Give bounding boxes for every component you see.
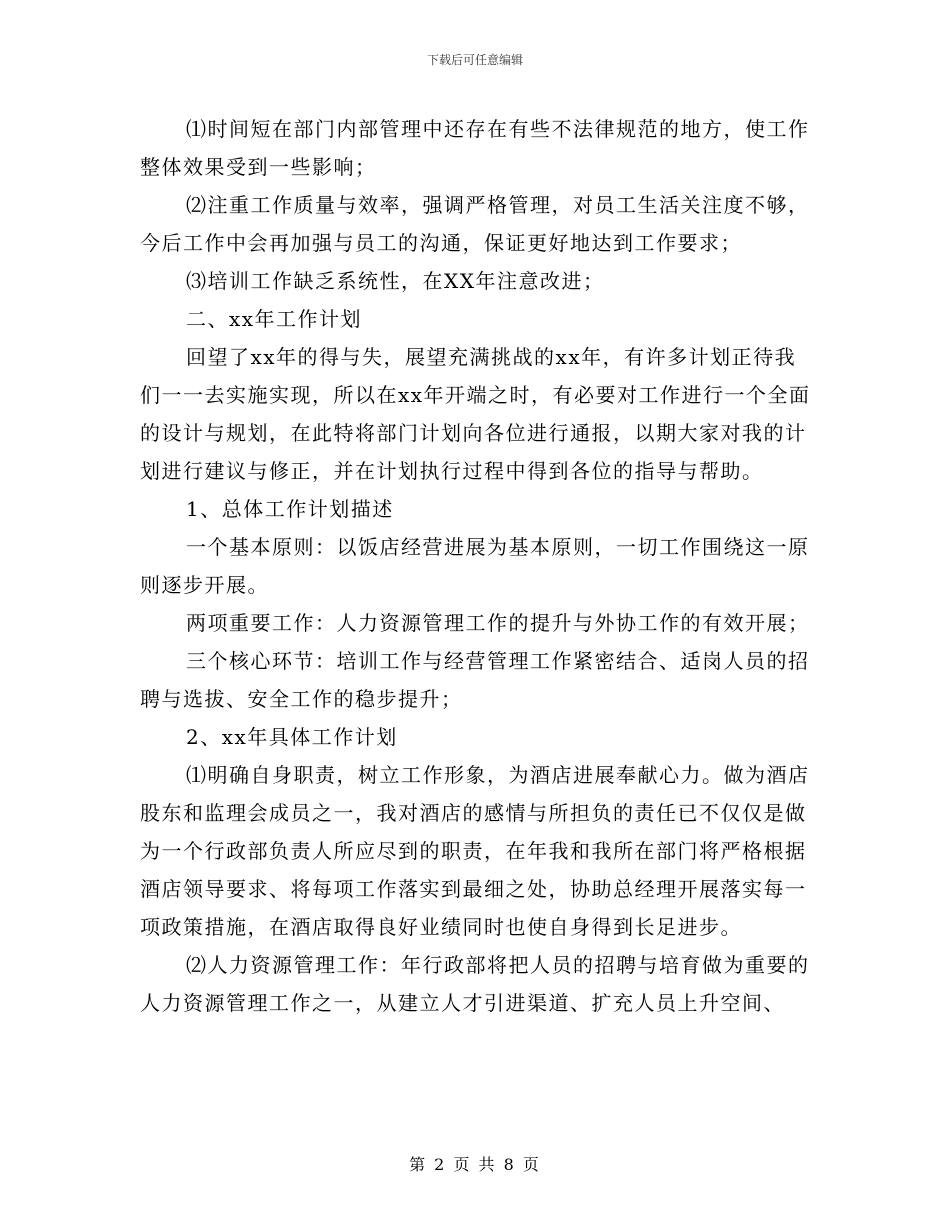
page-footer: 第 2 页 共 8 页 <box>409 1155 541 1174</box>
paragraph-two-tasks: 两项重要工作：人力资源管理工作的提升与外协工作的有效开展； <box>186 611 810 635</box>
document-body <box>140 110 816 1022</box>
paragraph-2: ⑵注重工作质量与效率，强调严格管理，对员工生活关注度不够，今后工作中会再加强与员工的沟通，保证更好地达到工作要求； <box>140 193 810 255</box>
paragraph-duties: ⑴明确自身职责，树立工作形象，为酒店进展奉献心力。做为酒店股东和监理会成员之一，我对酒店的感情与所担负的责任已不仅仅是做为一个行政部负责人所应尽到的职责，在年我和我所在部门将严格根据酒店领导要求、将每项工作落实到最细之处，协助总经理开展落实每一项政策措施，在酒店取得良好业绩同时也使自身得到长足进步。 <box>140 763 810 939</box>
subheading-overall-plan: 1、总体工作计划描述 <box>186 497 394 521</box>
section-heading-2: 二、xx年工作计划 <box>186 307 363 331</box>
paragraph-review: 回望了xx年的得与失，展望充满挑战的xx年，有许多计划正待我们一一去实施实现，所以在xx年开端之时，有必要对工作进行一个全面的设计与规划，在此特将部门计划向各位进行通报，以期大家对我的计划进行建议与修正，并在计划执行过程中得到各位的指导与帮助。 <box>140 345 811 483</box>
paragraph-basic-principle: 一个基本原则：以饭店经营进展为基本原则，一切工作围绕这一原则逐步开展。 <box>140 535 810 597</box>
paragraph-3: ⑶培训工作缺乏系统性，在XX年注意改进； <box>186 269 605 293</box>
subheading-specific-plan: 2、xx年具体工作计划 <box>186 725 398 749</box>
paragraph-hr: ⑵人力资源管理工作：年行政部将把人员的招聘与培育做为重要的人力资源管理工作之一，从建立人才引进渠道、扩充人员上升空间、 <box>140 953 810 1015</box>
paragraph-1: ⑴时间短在部门内部管理中还存在有些不法律规范的地方，使工作整体效果受到一些影响； <box>140 117 810 179</box>
paragraph-three-links: 三个核心环节：培训工作与经营管理工作紧密结合、适岗人员的招聘与选拔、安全工作的稳步提升； <box>140 649 810 711</box>
page-header: 下载后可任意编辑 <box>426 53 523 67</box>
